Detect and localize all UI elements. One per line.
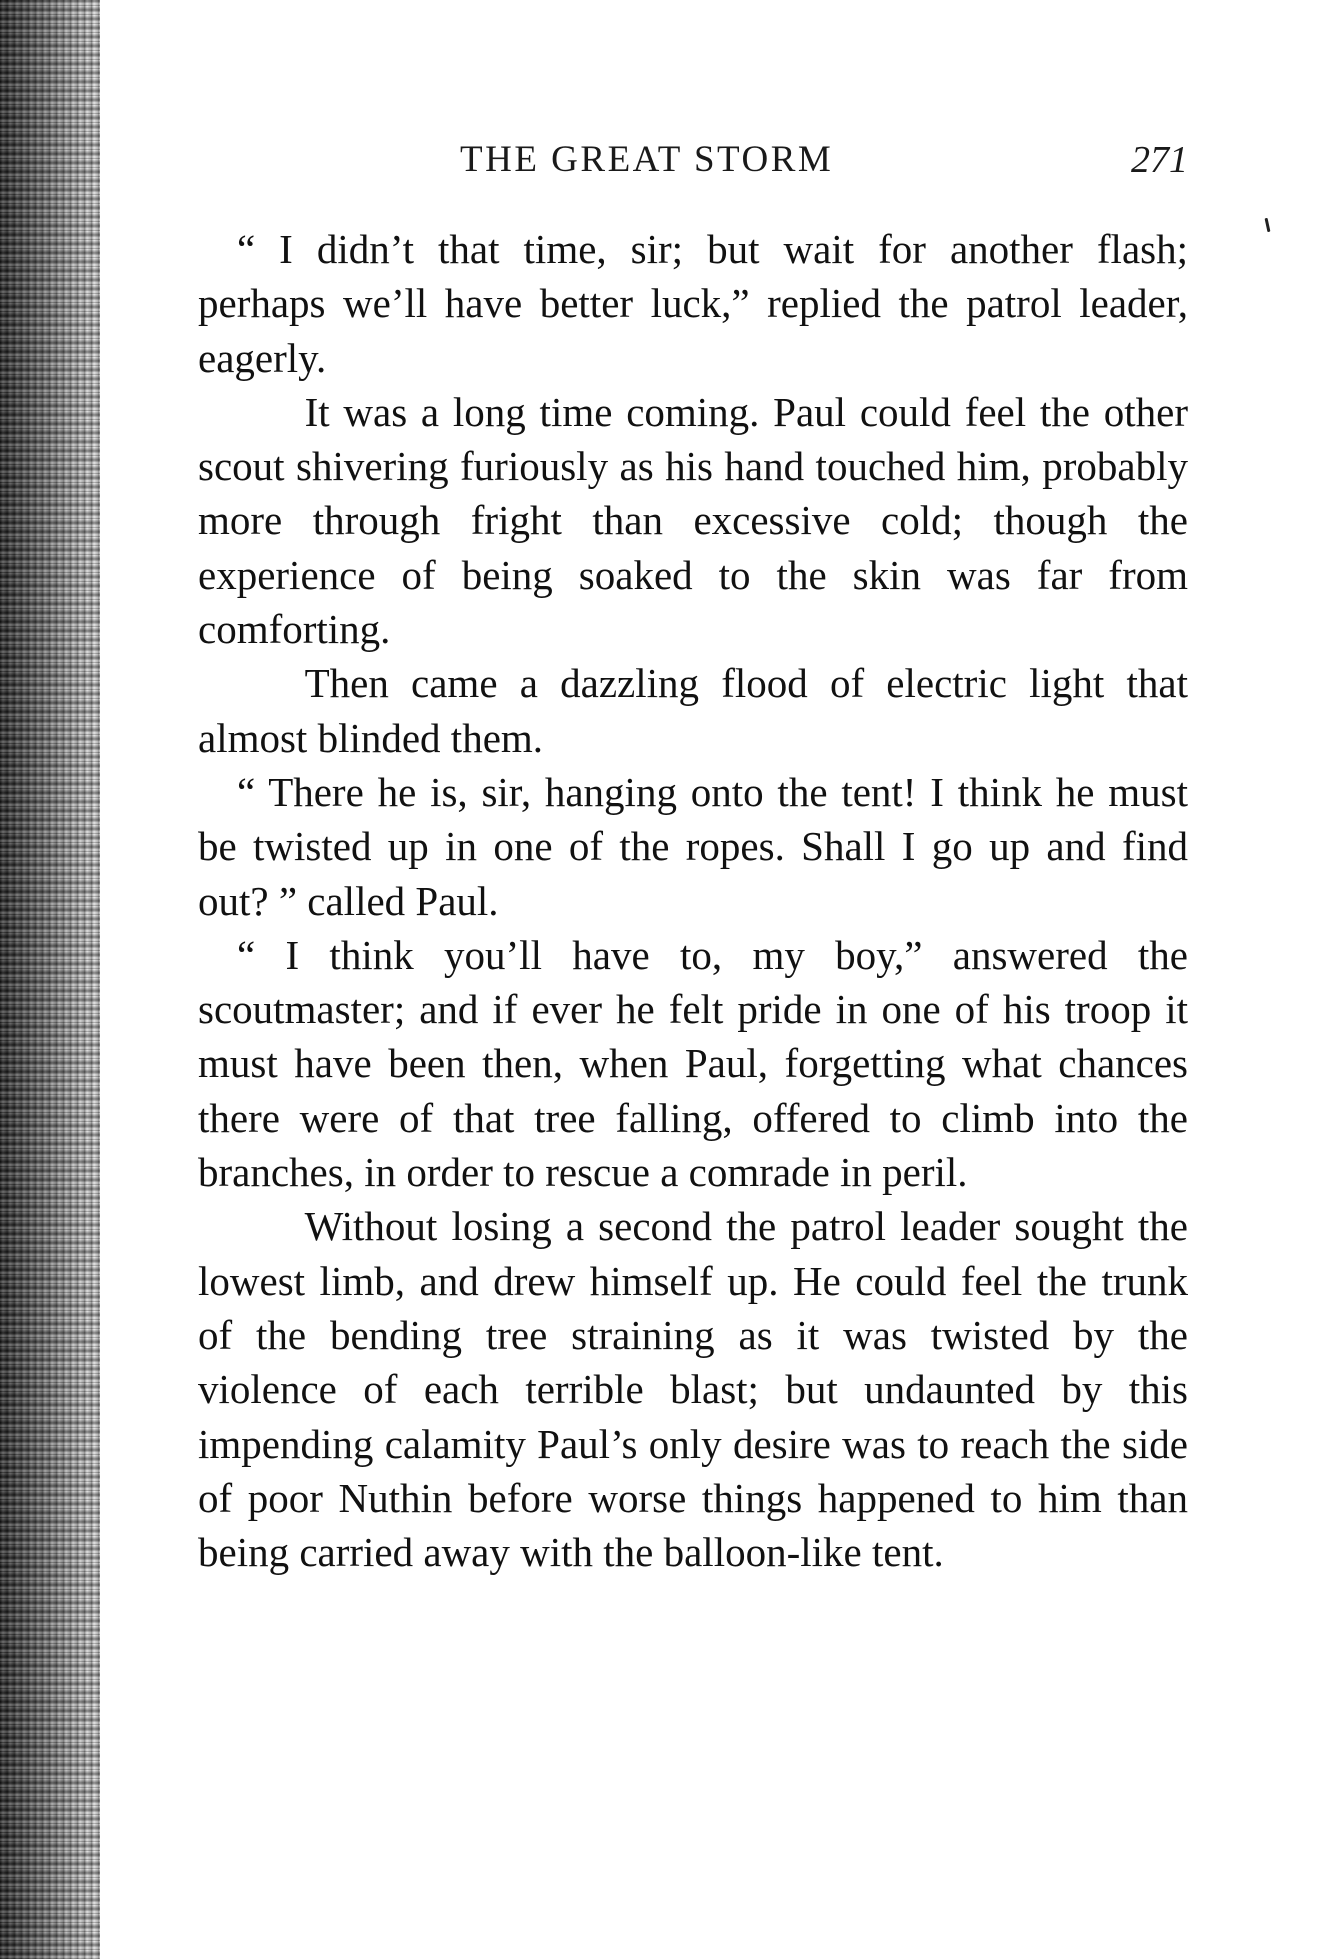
page-number: 271 [1131,139,1188,181]
running-head [198,132,1188,192]
paragraph: Without losing a second the patrol leader sought the lowest limb, and drew himself up. He could feel the trunk of the bending tree straining as it was twisted by the violence of each terrible blast; but undaunted by this impending calamity Paul’s only desire was to reach the side of poor Nuthin before worse things happened to him than being carried away with the balloon-like tent. [198,1203,1188,1576]
ink-speck [1265,218,1271,232]
paragraph: Then came a dazzling flood of electric light that almost blinded them. [198,660,1188,761]
body-text [198,222,1188,1579]
paragraph: “ I didn’t that time, sir; but wait for another flash; perhaps we’ll have better luck,” replied the patrol leader, eagerly. [198,226,1188,381]
paragraph: “ I think you’ll have to, my boy,” answered the scoutmaster; and if ever he felt pride in one of his troop it must have been then, when Paul, forgetting what chances there were of that tree falling, offered to climb into the branches, in order to rescue a comrade in peril. [198,931,1188,1196]
scanned-binding-edge [0,0,100,1959]
paragraph: It was a long time coming. Paul could feel the other scout shivering furiously as his hand touched him, probably more through fright than excessive cold; though the experience of being soaked to the skin was far from comforting. [198,388,1188,653]
paragraph: “ There he is, sir, hanging onto the tent! I think he must be twisted up in one of the ropes. Shall I go up and find out? ” called Paul. [198,768,1188,924]
running-head-title: THE GREAT STORM [460,139,834,180]
